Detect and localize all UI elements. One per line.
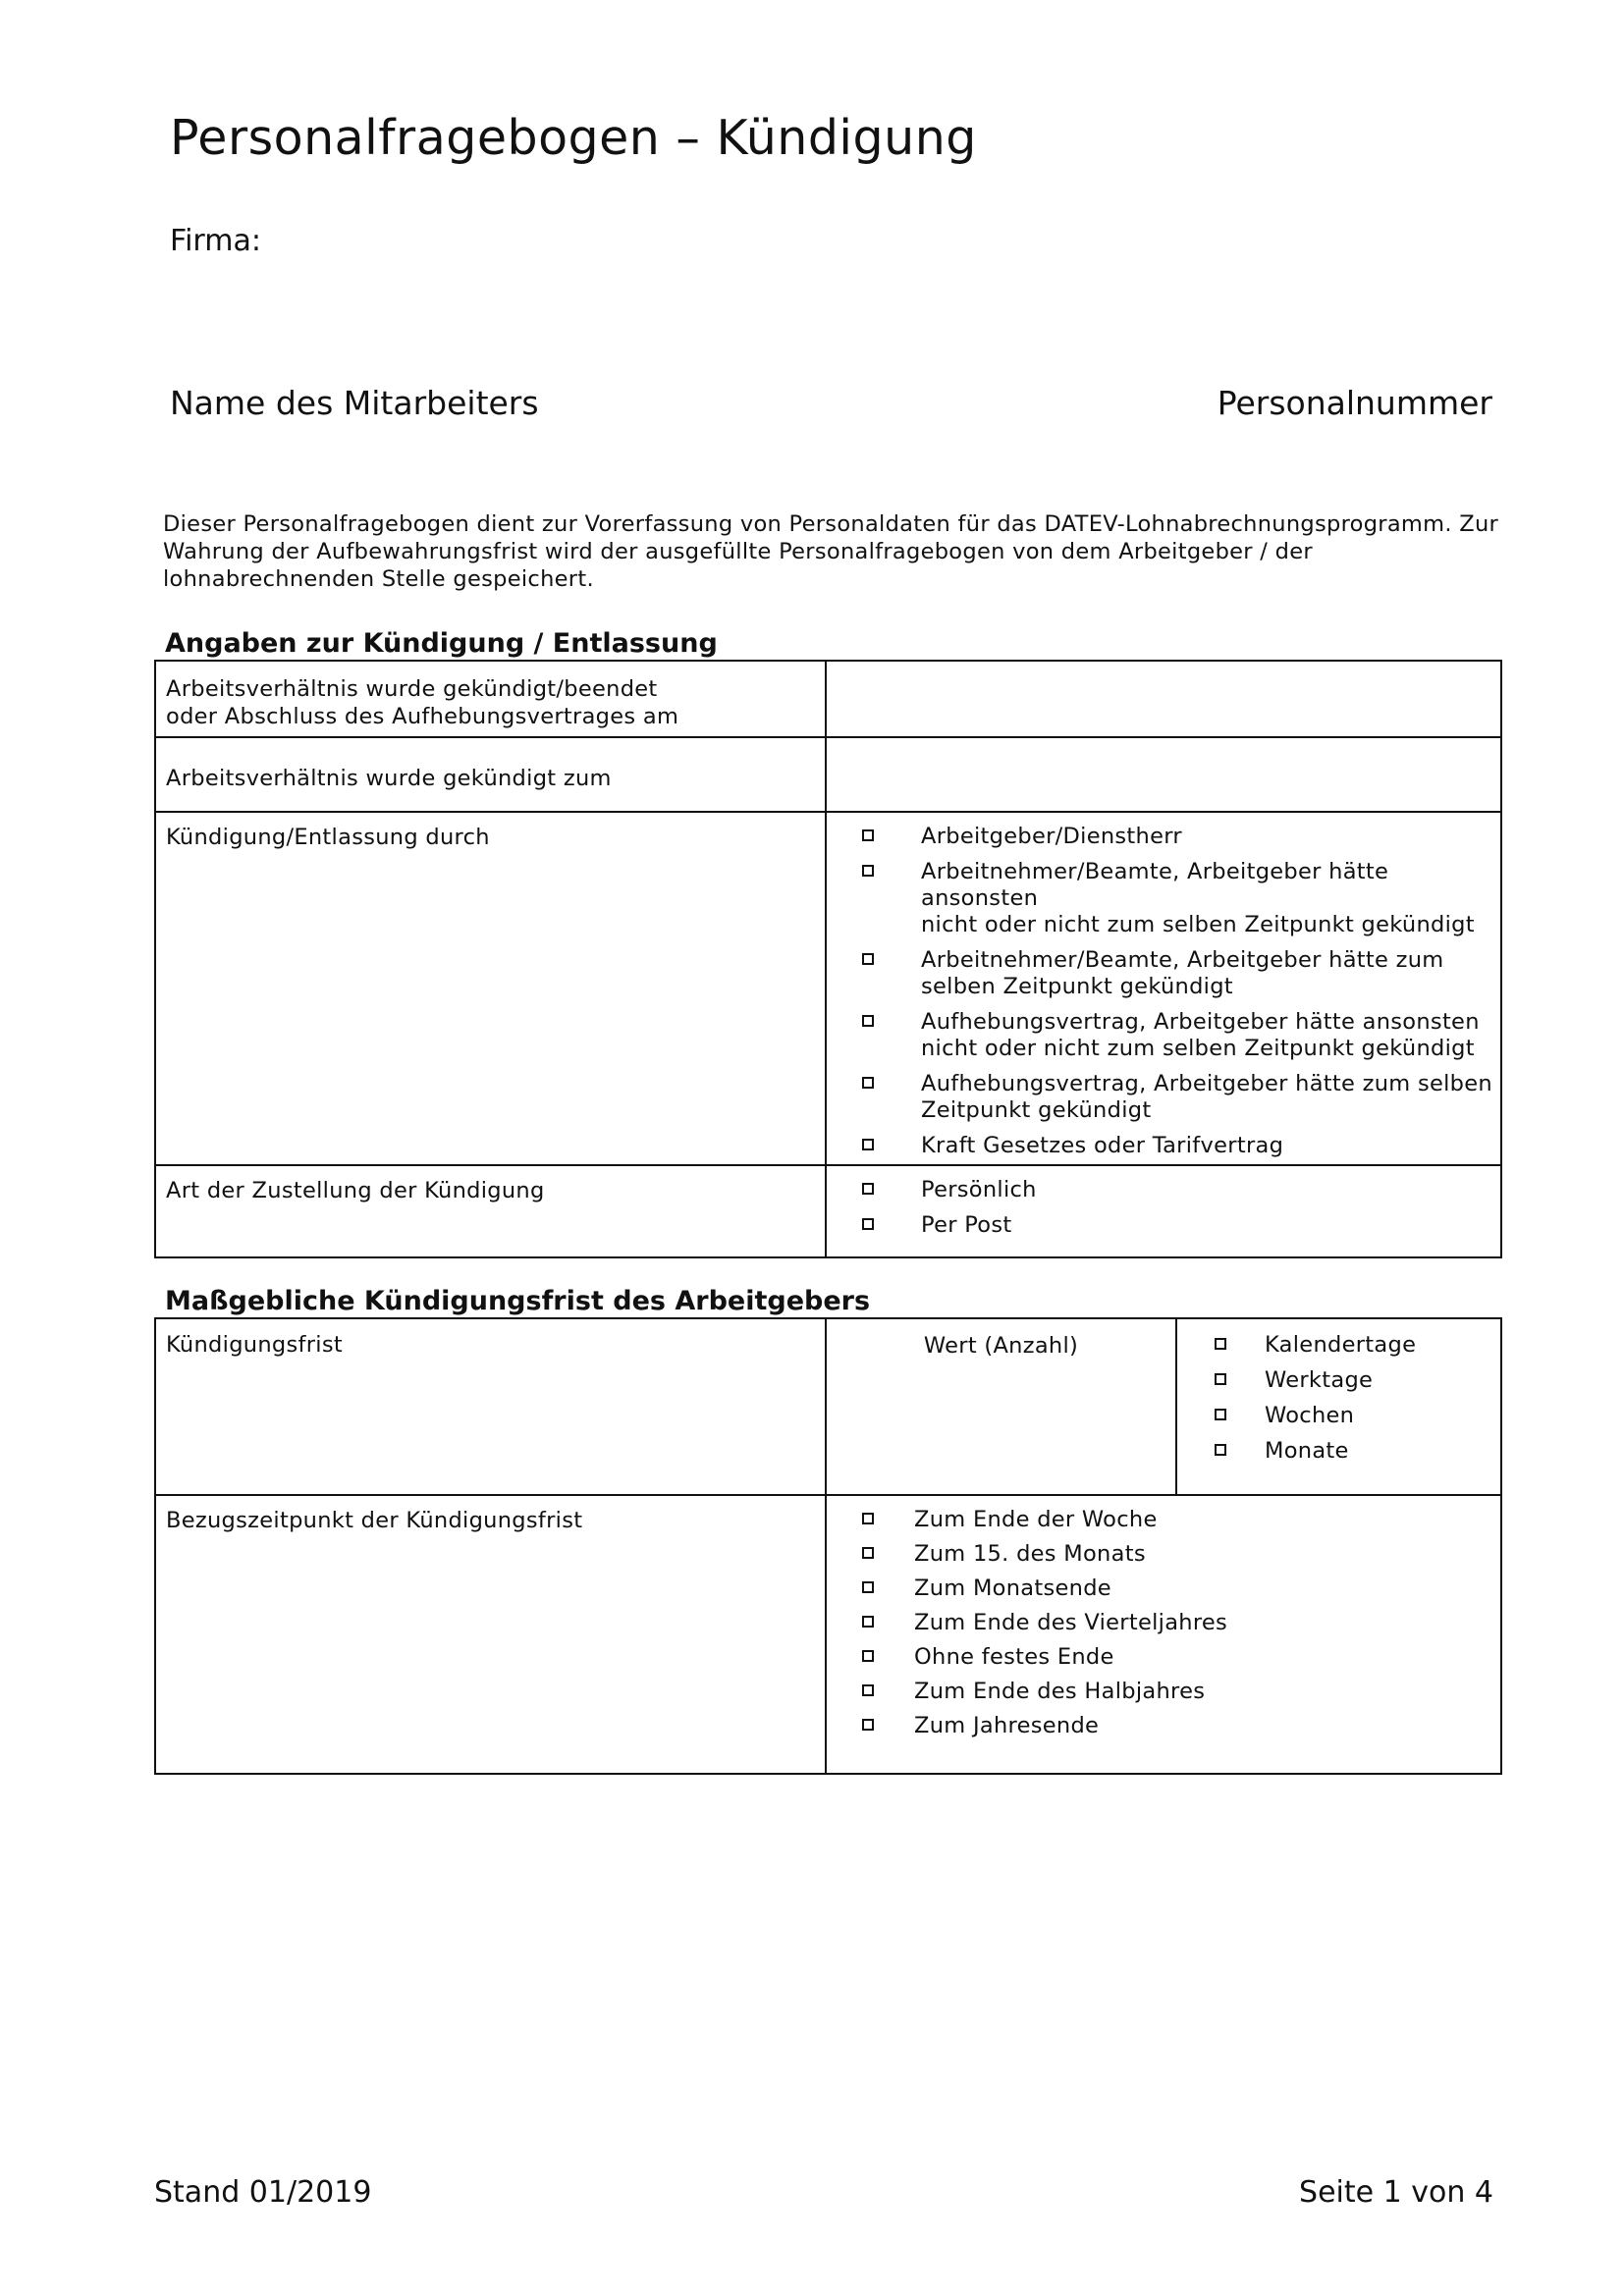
- personnel-number-label: Personalnummer: [1217, 384, 1492, 422]
- footer-version: Stand 01/2019: [154, 2175, 372, 2210]
- reference-point-options: [827, 1496, 1500, 1773]
- checkbox[interactable]: [1215, 1338, 1226, 1350]
- notice-period-table: [154, 1317, 1502, 1775]
- checkbox[interactable]: [862, 1650, 874, 1662]
- value-count-label[interactable]: Wert (Anzahl): [923, 1333, 1079, 1359]
- option-weeks[interactable]: Wochen: [1177, 1403, 1500, 1429]
- option-post[interactable]: Per Post: [827, 1212, 1500, 1239]
- intro-text: Dieser Personalfragebogen dient zur Vorerfassung von Personaldaten für das DATEV-Lohnabrechnungsprogramm. Zur Wahrung der Aufbewahrungsfrist wird der ausgefüllte Personalfragebogen von dem Arbeitgeber / der lohnabrechnenden Stelle gespeichert.: [163, 511, 1499, 592]
- checkbox[interactable]: [862, 1139, 874, 1150]
- table-row: [156, 1166, 1500, 1256]
- reference-point-label: Bezugszeitpunkt der Kündigungsfrist: [156, 1496, 827, 1773]
- termination-date-label: Arbeitsverhältnis wurde gekündigt/beendet oder Abschluss des Aufhebungsvertrages am: [156, 662, 827, 736]
- table-row: [156, 738, 1500, 813]
- option-law-or-tariff[interactable]: Kraft Gesetzes oder Tarifvertrag: [827, 1133, 1500, 1159]
- option-employer[interactable]: Arbeitgeber/Dienstherr: [827, 824, 1500, 850]
- option-end-of-quarter[interactable]: Zum Ende des Vierteljahres: [827, 1610, 1500, 1636]
- checkbox[interactable]: [862, 953, 874, 965]
- option-agreement-same-time[interactable]: Aufhebungsvertrag, Arbeitgeber hätte zum selben Zeitpunkt gekündigt: [827, 1071, 1500, 1124]
- section-heading-notice-period: Maßgebliche Kündigungsfrist des Arbeitgebers: [165, 1286, 871, 1316]
- checkbox[interactable]: [862, 1513, 874, 1524]
- checkbox[interactable]: [862, 865, 874, 877]
- checkbox[interactable]: [1215, 1373, 1226, 1385]
- option-end-of-year[interactable]: Zum Jahresende: [827, 1713, 1500, 1739]
- unit-options: [1175, 1319, 1500, 1494]
- terminated-to-label: Arbeitsverhältnis wurde gekündigt zum: [156, 738, 827, 811]
- termination-table: [154, 660, 1502, 1258]
- terminated-by-label: Kündigung/Entlassung durch: [156, 813, 827, 1164]
- checkbox[interactable]: [862, 1218, 874, 1230]
- terminated-by-options: [827, 813, 1500, 1164]
- table-row: [156, 1496, 1500, 1773]
- checkbox[interactable]: [862, 1684, 874, 1696]
- option-calendar-days[interactable]: Kalendertage: [1177, 1332, 1500, 1359]
- option-employee-same-time[interactable]: Arbeitnehmer/Beamte, Arbeitgeber hätte zum selben Zeitpunkt gekündigt: [827, 947, 1500, 1000]
- option-working-days[interactable]: Werktage: [1177, 1367, 1500, 1394]
- table-row: [156, 662, 1500, 738]
- checkbox[interactable]: [862, 829, 874, 841]
- page-title: Personalfragebogen – Kündigung: [170, 110, 977, 166]
- table-row: [156, 813, 1500, 1166]
- checkbox[interactable]: [1215, 1444, 1226, 1456]
- checkbox[interactable]: [862, 1719, 874, 1731]
- notice-period-value: [827, 1319, 1500, 1494]
- option-15th-of-month[interactable]: Zum 15. des Monats: [827, 1541, 1500, 1568]
- checkbox[interactable]: [862, 1077, 874, 1089]
- option-personal[interactable]: Persönlich: [827, 1177, 1500, 1203]
- option-end-of-week[interactable]: Zum Ende der Woche: [827, 1507, 1500, 1533]
- option-employee-otherwise-not[interactable]: Arbeitnehmer/Beamte, Arbeitgeber hätte ansonsten nicht oder nicht zum selben Zeitpunkt gekündigt: [827, 859, 1500, 938]
- option-agreement-otherwise-not[interactable]: Aufhebungsvertrag, Arbeitgeber hätte ansonsten nicht oder nicht zum selben Zeitpunkt gekündigt: [827, 1009, 1500, 1062]
- checkbox[interactable]: [862, 1183, 874, 1195]
- checkbox[interactable]: [1215, 1409, 1226, 1420]
- table-row: [156, 1319, 1500, 1496]
- checkbox[interactable]: [862, 1015, 874, 1027]
- employee-name-label: Name des Mitarbeiters: [170, 384, 539, 422]
- section-heading-termination: Angaben zur Kündigung / Entlassung: [165, 628, 718, 659]
- firma-label: Firma:: [170, 224, 261, 258]
- checkbox[interactable]: [862, 1547, 874, 1559]
- footer-page-number: Seite 1 von 4: [1299, 2175, 1493, 2210]
- delivery-type-label: Art der Zustellung der Kündigung: [156, 1166, 827, 1256]
- termination-date-field[interactable]: [827, 662, 1500, 736]
- notice-period-label: Kündigungsfrist: [156, 1319, 827, 1494]
- option-end-of-half-year[interactable]: Zum Ende des Halbjahres: [827, 1679, 1500, 1705]
- option-months[interactable]: Monate: [1177, 1438, 1500, 1465]
- terminated-to-field[interactable]: [827, 738, 1500, 811]
- option-end-of-month[interactable]: Zum Monatsende: [827, 1575, 1500, 1602]
- delivery-type-options: [827, 1166, 1500, 1256]
- checkbox[interactable]: [862, 1581, 874, 1593]
- option-no-fixed-end[interactable]: Ohne festes Ende: [827, 1644, 1500, 1671]
- checkbox[interactable]: [862, 1616, 874, 1628]
